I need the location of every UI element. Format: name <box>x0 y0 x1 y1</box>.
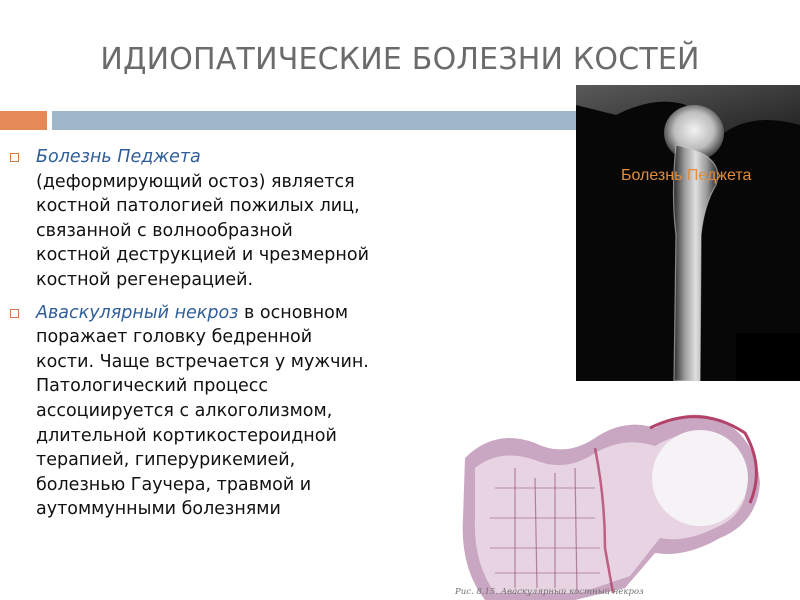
slide-title: ИДИОПАТИЧЕСКИЕ БОЛЕЗНИ КОСТЕЙ <box>100 42 700 77</box>
bullet-paget <box>10 145 470 293</box>
bullet-line: связанной с волнообразной <box>36 220 293 241</box>
bullet-line: аутоммунными болезнями <box>36 499 281 520</box>
histology-femur-graphic <box>455 388 800 600</box>
paget-term: Болезнь Педжета <box>36 147 201 167</box>
bullet-line: кости. Чаще встречается у мужчин. <box>36 351 369 372</box>
bullet-line-rest: в основном <box>238 302 349 323</box>
accent-bar-orange <box>0 111 47 130</box>
histology-image <box>455 388 800 600</box>
caption-text: Рис. 8.15. Аваскулярный костный некроз <box>455 587 644 597</box>
accent-bar-blue <box>52 111 580 130</box>
bullet-line: Патологический процесс <box>36 376 269 397</box>
xray-image <box>576 85 800 381</box>
bullet-list <box>10 145 470 530</box>
avascular-necrosis-term: Аваскулярный некроз <box>36 302 239 323</box>
square-bullet-icon <box>10 309 19 318</box>
bullet-line: (деформирующий остоз) является <box>36 171 355 192</box>
square-bullet-icon <box>10 153 19 162</box>
bullet-line: ассоциируется с алкоголизмом, <box>36 400 333 421</box>
bullet-line: костной деструкцией и чрезмерной <box>36 245 369 266</box>
bullet-line: костной регенерацией. <box>36 269 254 290</box>
bullet-line: болезнью Гаучера, травмой и <box>36 474 312 495</box>
bullet-line: длительной кортикостероидной <box>36 425 337 446</box>
xray-femur-graphic <box>576 85 800 381</box>
xray-label: Болезнь Педжета <box>621 167 752 184</box>
bullet-avascular-necrosis <box>10 301 470 522</box>
bullet-line: костной патологией пожилых лиц, <box>36 196 360 217</box>
bullet-line: терапией, гиперурикемией, <box>36 450 296 471</box>
bullet-line: поражает головку бедренной <box>36 327 313 348</box>
